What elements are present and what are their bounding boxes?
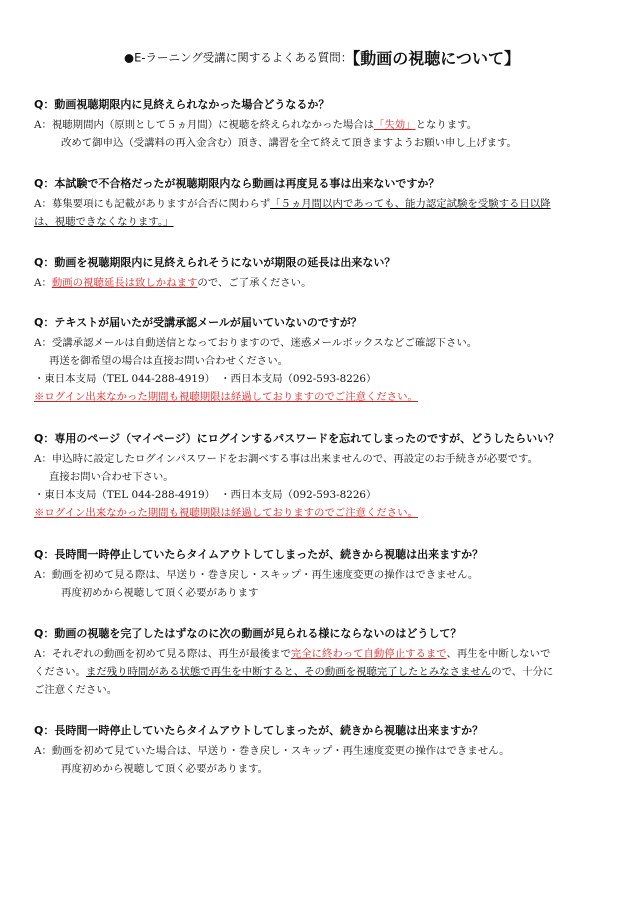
qa-item-8: [34, 723, 619, 778]
qa-item-2: [34, 176, 619, 231]
question: Q：長時間一時停止していたらタイムアウトしてしまったが、続きから視聴は出来ますか？: [34, 548, 484, 561]
highlight-auto-stop: 完全に終わって自動停止するまで: [290, 648, 447, 660]
qa-item-6: [34, 547, 619, 602]
answer: A：動画を初めて見ていた場合は、早送り・巻き戻し・スキップ・再生速度変更の操作はできません。 再度初めから視聴して頂く必要があります。: [34, 745, 510, 775]
qa-item-3: [34, 255, 619, 292]
login-note: ※ログイン出来なかった期間も視聴期限は経過しておりますのでご注意ください。: [34, 507, 418, 519]
question: Q：動画の視聴を完了したはずなのに次の動画が見られる様にならないのはどうして？: [34, 627, 462, 640]
answer: A：それぞれの動画を初めて見る際は、再生が最後まで完全に終わって自動停止するまで、再生を中断しないで ください。まだ残り時間がある状態で再生を中断すると、その動画を視聴完了したとみなさませんので、十分に ご注意ください。: [34, 648, 554, 696]
question: Q：本試験で不合格だったが視聴期限内なら動画は再度見る事は出来ないですか？: [34, 177, 440, 190]
question: Q：テキストが届いたが受講承認メールが届いていないのですが？: [34, 316, 362, 329]
highlight-expired: 「失効」: [374, 119, 416, 131]
underlined-notice: 「５ヵ月間以内であっても、能力認定試験を受験する日以降: [270, 198, 551, 210]
contact-west: ・西日本支局（092-593-8226）: [220, 489, 377, 501]
page-title: [0, 46, 644, 69]
qa-item-7: [34, 626, 619, 699]
contact-east: ・東日本支局（TEL 044-288-4919）: [34, 489, 210, 501]
contact-east: ・東日本支局（TEL 044-288-4919）: [34, 373, 210, 385]
highlight-no-extension: 動画の視聴延長は致しかねます: [51, 277, 198, 289]
qa-item-4: [34, 315, 619, 406]
answer: A：募集要項にも記載がありますが合否に関わらず「５ヵ月間以内であっても、能力認定試験を受験する日以降 は、視聴できなくなります。」: [34, 198, 551, 228]
title-main: 【動画の視聴について】: [352, 49, 520, 68]
answer: A：受講承認メールは自動送信となっておりますので、迷惑メールボックスなどご確認下さい。 再送を御希望の場合は直接お問い合わせください。 ・東日本支局（TEL 044-288-4919） ・西日本支局（092-593-8226） ※ログイン出来なかった期間も視聴期限は経過しておりますのでご注意ください。: [34, 337, 478, 403]
title-prefix: ●E-ラーニング受講に関するよくある質問：: [124, 50, 353, 65]
question: Q：動画視聴期限内に見終えられなかった場合どうなるか？: [34, 98, 330, 111]
contact-west: ・西日本支局（092-593-8226）: [220, 373, 377, 385]
question: Q：専用のページ（マイページ）にログインするパスワードを忘れてしまったのですが、どうしたらいい？: [34, 432, 560, 445]
answer: A：動画の視聴延長は致しかねますので、ご了承ください。: [34, 277, 312, 289]
underlined-notice-cont: は、視聴できなくなります。」: [34, 216, 174, 228]
underlined-warning: まだ残り時間がある状態で再生を中断すると、その動画を視聴完了したとみなさません: [85, 666, 492, 678]
question: Q：動画を視聴期限内に見終えられそうにないが期限の延長は出来ない？: [34, 256, 396, 269]
answer: A：視聴期間内（原則として５ヵ月間）に視聴を終えられなかった場合は「失効」となります。 改めて御申込（受講料の再入金含む）頂き、講習を全て終えて頂きますようお願い申し上げます。: [34, 119, 517, 149]
answer: A：申込時に設定したログインパスワードをお調べする事は出来ませんので、再設定のお手続きが必要です。 直接お問い合わせ下さい。 ・東日本支局（TEL 044-288-4919） ・西日本支局（092-593-8226） ※ログイン出来なかった期間も視聴期限は経過しておりますのでご注意ください。: [34, 453, 538, 519]
login-note: ※ログイン出来なかった期間も視聴期限は経過しておりますのでご注意ください。: [34, 391, 418, 403]
qa-item-1: [34, 97, 619, 152]
qa-item-5: [34, 431, 619, 522]
question: Q：長時間一時停止していたらタイムアウトしてしまったが、続きから視聴は出来ますか？: [34, 724, 484, 737]
answer: A：動画を初めて見る際は、早送り・巻き戻し・スキップ・再生速度変更の操作はできません。 再度初めから視聴して頂く必要があります: [34, 569, 479, 599]
